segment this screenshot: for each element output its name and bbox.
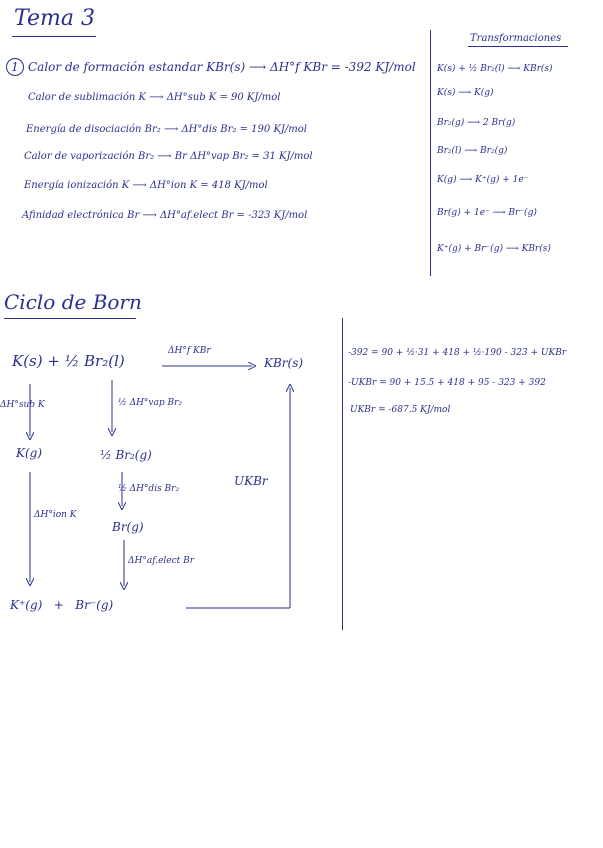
cycle-ion-arrow-label: ΔH°ion K — [34, 510, 77, 520]
transformation-7: K⁺(g) + Br⁻(g) ⟶ KBr(s) — [437, 244, 551, 254]
cycle-mid-arrow2-label: ½ ΔH°dis Br₂ — [118, 484, 180, 494]
transformation-4: Br₂(l) ⟶ Br₂(g) — [437, 146, 508, 156]
cycle-br-gas: Br(g) — [112, 520, 144, 534]
data-line-electron-affinity: Afinidad electrónica Br ⟶ ΔH°af.elect Br = -323 KJ/mol — [22, 210, 308, 221]
bottom-vertical-divider — [342, 318, 343, 630]
transformation-6: Br(g) + 1e⁻ ⟶ Br⁻(g) — [437, 208, 537, 218]
cycle-top-left: K(s) + ½ Br₂(l) — [12, 352, 125, 370]
transformation-5: K(g) ⟶ K⁺(g) + 1e⁻ — [437, 175, 529, 185]
calc-line-1: -392 = 90 + ½·31 + 418 + ½·190 - 323 + UKBr — [348, 348, 567, 358]
page-title: Tema 3 — [14, 6, 95, 31]
cycle-br2-gas: ½ Br₂(g) — [100, 448, 152, 462]
data-line-formation: Calor de formación estandar KBr(s) ⟶ ΔH°f KBr = -392 KJ/mol — [28, 60, 416, 74]
cycle-bottom: K⁺(g) + Br⁻(g) — [10, 598, 114, 612]
cycle-k-gas: K(g) — [16, 446, 43, 460]
data-line-dissociation: Energía de disociación Br₂ ⟶ ΔH°dis Br₂ = 190 KJ/mol — [26, 124, 308, 135]
calc-line-2: -UKBr = 90 + 15.5 + 418 + 95 - 323 + 392 — [348, 378, 546, 388]
data-line-ionization: Energía ionización K ⟶ ΔH°ion K = 418 KJ/mol — [24, 180, 268, 191]
transformations-title: Transformaciones — [470, 33, 562, 44]
cycle-left-arrow-label: ΔH°sub K — [0, 400, 45, 410]
transformation-2: K(s) ⟶ K(g) — [437, 88, 494, 98]
data-line-sublimation: Calor de sublimación K ⟶ ΔH°sub K = 90 KJ/mol — [28, 92, 281, 103]
calc-line-3: UKBr = -687.5 KJ/mol — [350, 405, 451, 415]
cycle-title: Ciclo de Born — [4, 290, 142, 314]
item-number: 1 — [6, 58, 24, 76]
cycle-top-right: KBr(s) — [264, 356, 304, 370]
cycle-mid-arrow3-label: ΔH°af.elect Br — [128, 556, 195, 566]
transformation-3: Br₂(g) ⟶ 2 Br(g) — [437, 118, 516, 128]
data-line-vaporization: Calor de vaporización Br₂ ⟶ Br ΔH°vap Br₂ = 31 KJ/mol — [24, 151, 313, 162]
cycle-top-arrow-label: ΔH°f KBr — [168, 346, 211, 356]
cycle-u-label: UKBr — [234, 474, 268, 488]
transformation-1: K(s) + ½ Br₂(l) ⟶ KBr(s) — [437, 64, 553, 74]
cycle-mid-arrow1-label: ½ ΔH°vap Br₂ — [118, 398, 183, 408]
